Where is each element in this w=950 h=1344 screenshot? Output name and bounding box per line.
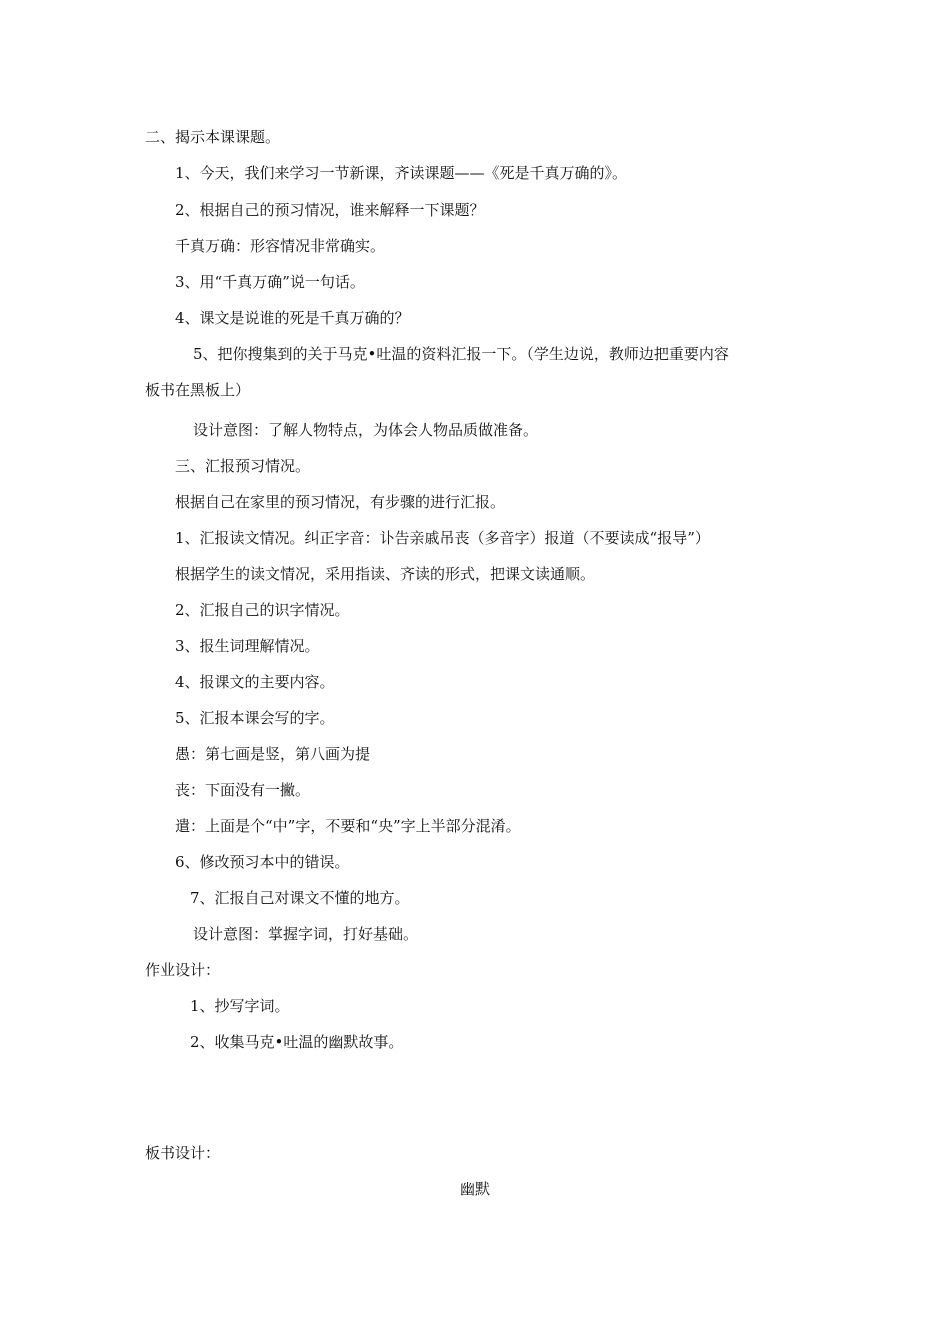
homework-item: 1、抄写字词。 — [190, 997, 290, 1015]
text-line: 3、报生词理解情况。 — [175, 637, 320, 655]
text-line: 丧：下面没有一撇。 — [175, 781, 311, 799]
section-heading-report-preview: 三、汇报预习情况。 — [175, 457, 311, 475]
text-line: 根据学生的读文情况，采用指读、齐读的形式，把课文读通顺。 — [175, 565, 596, 583]
homework-item: 2、收集马克•吐温的幽默故事。 — [190, 1033, 404, 1051]
text-line: 4、课文是说谁的死是千真万确的？ — [175, 309, 410, 327]
section-heading-homework: 作业设计： — [145, 961, 221, 979]
text-line: 2、汇报自己的识字情况。 — [175, 601, 350, 619]
text-line: 千真万确：形容情况非常确实。 — [175, 237, 386, 255]
text-line: 4、报课文的主要内容。 — [175, 673, 335, 691]
design-intent-line: 设计意图：了解人物特点，为体会人物品质做准备。 — [193, 421, 539, 439]
text-line: 1、今天，我们来学习一节新课，齐读课题——《死是千真万确的》。 — [175, 164, 628, 182]
text-line: 5、汇报本课会写的字。 — [175, 709, 335, 727]
text-line: 1、汇报读文情况。纠正字音：讣告亲戚吊丧（多音字）报道（不要读成“报导”） — [175, 529, 710, 547]
text-line: 6、修改预习本中的错误。 — [175, 853, 350, 871]
text-line: 3、用“千真万确”说一句话。 — [175, 273, 365, 291]
section-heading-reveal-topic: 二、揭示本课课题。 — [145, 128, 281, 146]
text-line: 2、根据自己的预习情况，谁来解释一下课题？ — [175, 201, 485, 219]
text-line: 愚：第七画是竖，第八画为提 — [175, 745, 371, 763]
text-line: 5、把你搜集到的关于马克•吐温的资料汇报一下。（学生边说，教师边把重要内容 — [193, 345, 729, 363]
blackboard-word: 幽默 — [460, 1180, 491, 1198]
text-line: 遣：上面是个“中”字，不要和“央”字上半部分混淆。 — [175, 817, 521, 835]
section-heading-blackboard: 板书设计： — [145, 1144, 221, 1162]
text-line: 板书在黑板上） — [145, 381, 251, 399]
text-line: 7、汇报自己对课文不懂的地方。 — [190, 889, 410, 907]
text-line: 根据自己在家里的预习情况，有步骤的进行汇报。 — [175, 493, 506, 511]
design-intent-line: 设计意图：掌握字词，打好基础。 — [193, 925, 419, 943]
